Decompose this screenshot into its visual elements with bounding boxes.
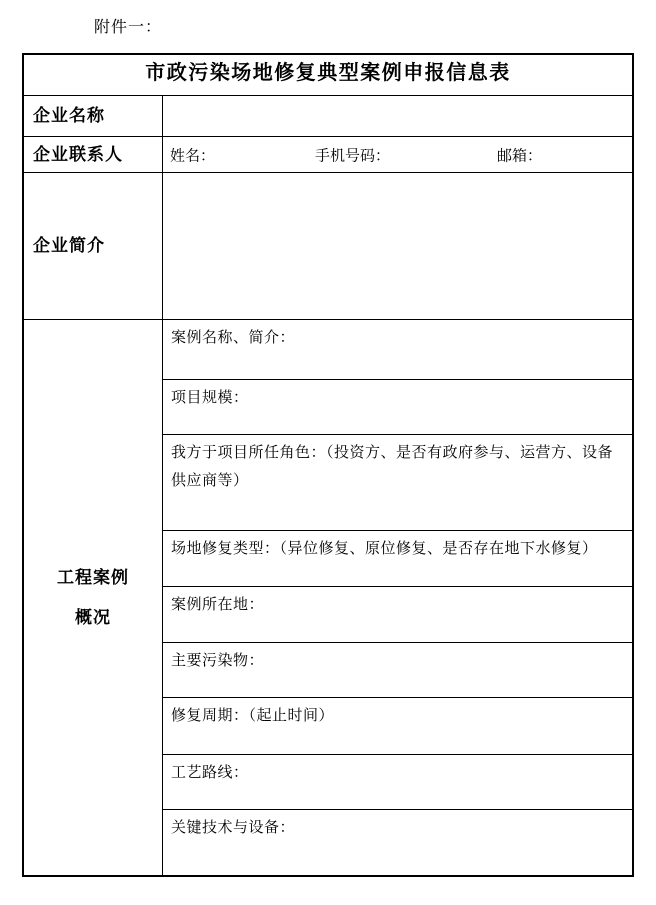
process-route-label: 工艺路线： xyxy=(171,765,249,782)
case-overview-label-line1: 工程案例 xyxy=(57,567,129,587)
case-name-intro-label: 案例名称、简介： xyxy=(171,330,296,347)
main-pollutants-label: 主要污染物： xyxy=(171,653,265,670)
case-overview-row xyxy=(24,320,632,875)
form-title: 市政污染场地修复典型案例申报信息表 xyxy=(24,55,632,96)
project-scale-label: 项目规模： xyxy=(171,390,249,407)
application-form-table xyxy=(22,53,634,877)
main-pollutants-field[interactable] xyxy=(163,643,632,698)
remediation-period-label: 修复周期：（起止时间） xyxy=(171,708,335,725)
contact-name-label: 姓名： xyxy=(170,148,216,165)
project-role-field[interactable] xyxy=(163,435,632,531)
case-name-intro-field[interactable] xyxy=(163,320,632,380)
company-name-row xyxy=(24,96,632,136)
company-profile-label: 企业简介 xyxy=(24,173,163,319)
contact-fields-cell[interactable] xyxy=(163,137,632,172)
contact-phone-label: 手机号码： xyxy=(315,148,391,165)
attachment-label: 附件一： xyxy=(94,19,163,36)
case-overview-label xyxy=(24,320,163,875)
contact-email-label: 邮箱： xyxy=(497,148,543,165)
case-location-field[interactable] xyxy=(163,587,632,643)
project-scale-field[interactable] xyxy=(163,380,632,435)
project-role-label: 我方于项目所任角色：（投资方、是否有政府参与、运营方、设备供应商等） xyxy=(171,445,614,490)
company-name-field[interactable] xyxy=(163,96,632,135)
company-profile-field[interactable] xyxy=(163,173,632,319)
remediation-period-field[interactable] xyxy=(163,698,632,755)
key-technology-label: 关键技术与设备： xyxy=(171,820,296,837)
case-location-label: 案例所在地： xyxy=(171,597,265,614)
remediation-type-field[interactable] xyxy=(163,531,632,587)
case-overview-subrows xyxy=(163,320,632,875)
company-name-label: 企业名称 xyxy=(24,96,163,135)
case-overview-label-line2: 概况 xyxy=(75,607,111,627)
contact-row xyxy=(24,137,632,173)
contact-label: 企业联系人 xyxy=(24,137,163,172)
key-technology-field[interactable] xyxy=(163,810,632,875)
process-route-field[interactable] xyxy=(163,755,632,810)
remediation-type-label: 场地修复类型：（异位修复、原位修复、是否存在地下水修复） xyxy=(171,541,598,558)
company-profile-row xyxy=(24,173,632,320)
